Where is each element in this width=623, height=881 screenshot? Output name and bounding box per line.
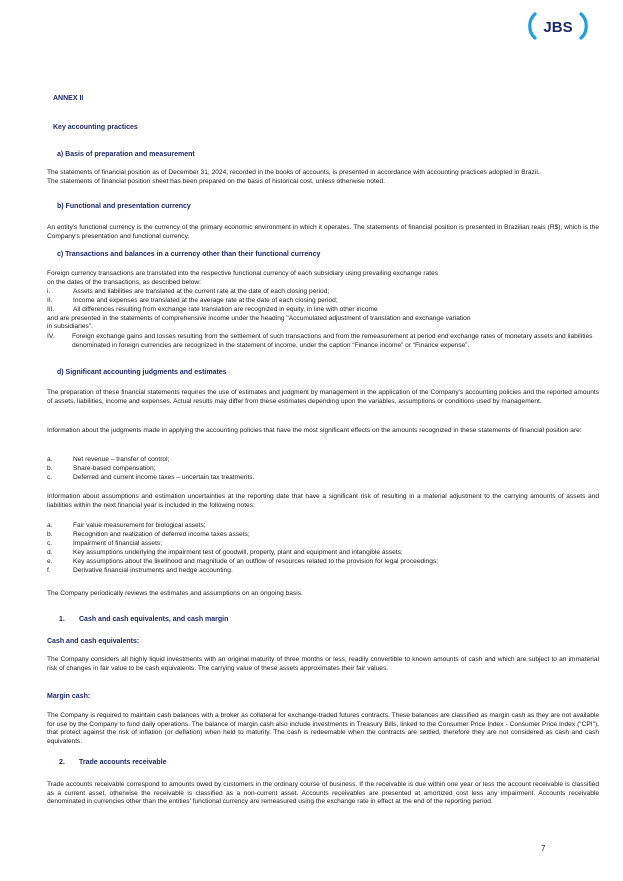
section-c-title: c) Transactions and balances in a currency other than their functional currency — [57, 251, 321, 258]
section-d-paragraph-3: Information about assumptions and estimation uncertainties at the reporting date that have a significant risk of resulting in a material adjustment to the carrying amounts of assets and liabilities within the next financial year is included in the following notes: — [47, 493, 599, 509]
list-item: b. Share-based compensation; — [47, 465, 156, 472]
section-b-title: b) Functional and presentation currency — [57, 203, 191, 210]
list-item: b. Recognition and realization of deferred income taxes assets; — [47, 531, 250, 538]
list-item: c. Impairment of financial assets; — [47, 540, 163, 547]
note-1-cash-paragraph: The Company considers all highly liquid investments with an original maturity of three months or less, readily convertible to known amounts of cash and which are subject to an immaterial risk of changes in fair value to be cash equivalents. The carrying value of these assets approximates their fair values. — [47, 656, 599, 672]
list-item: i. Assets and liabilities are translated at the current rate at the date of each closing period; — [47, 288, 330, 295]
section-d-paragraph-2: Information about the judgments made in applying the accounting policies that have the most significant effects on the amounts recognized in these statements of financial position are: — [47, 427, 582, 434]
list-item: a. Net revenue – transfer of control; — [47, 456, 170, 463]
section-c-after-1: and are presented in the statements of comprehensive income under the heading "Accumulated adjustment of translation and exchange variation — [47, 315, 471, 322]
section-a-paragraph-1: The statements of financial position as of December 31, 2024, recorded in the books of accounts, is presented in accordance with accounting practices adopted in Brazil. — [47, 169, 540, 176]
page-number: 7 — [541, 844, 546, 853]
jbs-logo — [527, 12, 589, 40]
main-title: Key accounting practices — [53, 124, 138, 131]
list-item: d. Key assumptions underlying the impairment test of goodwill, property, plant and equipment and intangible assets; — [47, 549, 403, 556]
list-item: c. Deferred and current income taxes – uncertain tax treatments. — [47, 474, 255, 481]
note-1-subheading-cash: Cash and cash equivalents: — [47, 638, 140, 645]
section-d-paragraph-1: The preparation of these financial statements requires the use of estimates and judgment by management in the application of the Company's accounting policies and the reported amounts of assets, liabilities, income and expenses. Actual results may differ from these estimates depending upon the variables, assumptions or conditions used by management. — [47, 389, 599, 405]
logo-text: JBS — [543, 19, 573, 36]
section-c-intro-2: on the dates of the transactions, as described below: — [47, 279, 201, 286]
list-item: II. Income and expenses are translated at the average rate at the date of each closing period; — [47, 297, 338, 304]
note-2-title: 2. Trade accounts receivable — [59, 759, 167, 766]
list-item: e. Key assumptions about the likelihood and magnitude of an outflow of resources related to the provision for legal proceedings; — [47, 558, 439, 565]
section-b-paragraph: An entity's functional currency is the currency of the primary economic environment in which it operates. The statements of financial position is presented in Brazilian reais (R$), which is the Company's presentation and functional currency. — [47, 224, 599, 240]
annex-title: ANNEX II — [53, 95, 84, 102]
section-d-paragraph-4: The Company periodically reviews the estimates and assumptions on an ongoing basis. — [47, 590, 303, 597]
section-d-title: d) Significant accounting judgments and estimates — [57, 369, 227, 376]
note-1-subheading-margin: Margin cash: — [47, 693, 91, 700]
section-a-title: a) Basis of preparation and measurement — [57, 151, 195, 158]
list-item: III. All differences resulting from exchange rate translation are recognized in equity, in line with other income — [47, 306, 378, 313]
section-a-paragraph-2: The statements of financial position sheet has been prepared on the basis of historical cost, unless otherwise noted. — [47, 178, 385, 185]
note-1-margin-paragraph: The Company is required to maintain cash balances with a broker as collateral for exchange-traded futures contracts. These balances are classified as margin cash as they are not available for use by the Company to fund daily operations. The balance of margin cash also include investments in Treasury Bills, linked to the Consumer Price Index - Consumer Price Index ("CPI"), that protect against the risk of inflation (or deflation) when held to maturity. The cash is redeemable when the contracts are settled, therefore they are not considered as cash and cash equivalents. — [47, 712, 599, 745]
list-item: f. Derivative financial instruments and hedge accounting. — [47, 567, 233, 574]
note-1-title: 1. Cash and cash equivalents, and cash margin — [59, 616, 229, 623]
section-c-after-2: in subsidiaries". — [47, 323, 93, 330]
list-item: IV. Foreign exchange gains and losses resulting from the settlement of such transactions and from the remeasurement at period end exchange rates of monetary assets and liabilities denominated in foreign currencies are recognized in the statement of income, under the caption “Finance income” or “Finance expense”. — [47, 333, 593, 349]
note-2-paragraph: Trade accounts receivable correspond to amounts owed by customers in the ordinary course of business. If the receivable is due within one year or less the account receivable is classified as a current asset, otherwise the receivable is classified as a non-current asset. Accounts receivables are presented at amortized cost less any impairment. Accounts receivable denominated in currencies other than the entities' functional currency are remeasured using the exchange rate in effect at the end of the reporting period. — [47, 781, 599, 805]
list-item: a. Fair value measurement for biological assets; — [47, 522, 206, 529]
section-c-intro-1: Foreign currency transactions are translated into the respective functional currency of each subsidiary using prevailing exchange rates — [47, 270, 439, 277]
